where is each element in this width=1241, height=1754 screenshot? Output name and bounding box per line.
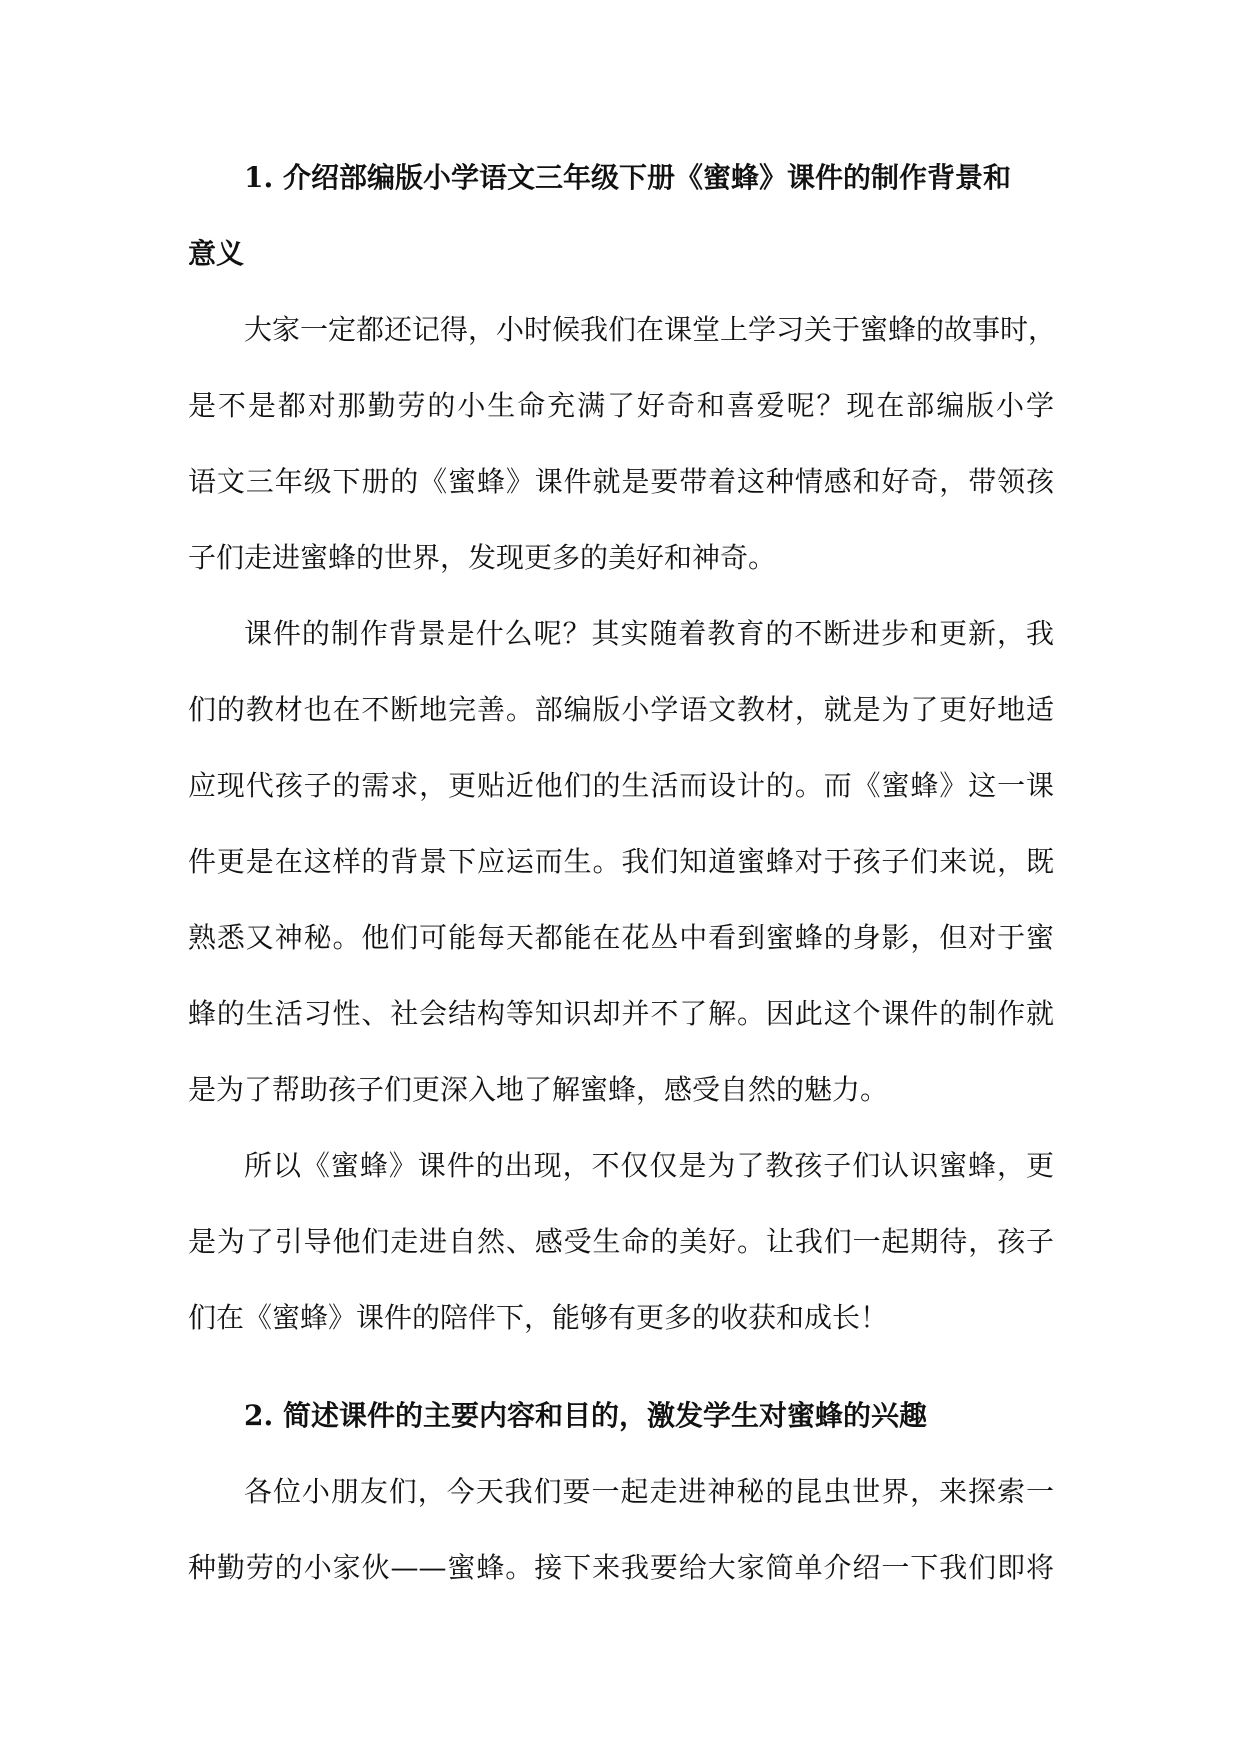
paragraph-line: 是为了帮助孩子们更深入地了解蜜蜂，感受自然的魅力。: [188, 1073, 889, 1106]
section-1-paragraph-2: [188, 596, 1054, 1128]
paragraph-line: 大家一定都还记得，小时候我们在课堂上学习关于蜜蜂的故事时，: [244, 313, 1057, 346]
paragraph-line: 们在《蜜蜂》课件的陪伴下，能够有更多的收获和成长！: [188, 1301, 889, 1334]
paragraph-line: 所以《蜜蜂》课件的出现，不仅仅是为了教孩子们认识蜜蜂，更: [244, 1149, 1054, 1182]
paragraph-line: 课件的制作背景是什么呢？其实随着教育的不断进步和更新，我: [244, 617, 1054, 650]
paragraph-line: 们的教材也在不断地完善。部编版小学语文教材，就是为了更好地适: [188, 693, 1054, 726]
paragraph-line: 语文三年级下册的《蜜蜂》课件就是要带着这种情感和好奇，带领孩: [188, 465, 1054, 498]
section-2-paragraph-1: [188, 1454, 1054, 1606]
section-1-paragraph-1: [188, 292, 1057, 596]
document-page: [188, 140, 1057, 1606]
section-spacer: [188, 1356, 1054, 1378]
paragraph-line: 蜂的生活习性、社会结构等知识却并不了解。因此这个课件的制作就: [188, 997, 1054, 1030]
paragraph-line: 应现代孩子的需求，更贴近他们的生活而设计的。而《蜜蜂》这一课: [188, 769, 1054, 802]
paragraph-line: 各位小朋友们，今天我们要一起走进神秘的昆虫世界，来探索一: [244, 1475, 1054, 1508]
paragraph-line: 种勤劳的小家伙——蜜蜂。接下来我要给大家简单介绍一下我们即将: [188, 1551, 1054, 1584]
paragraph-line: 件更是在这样的背景下应运而生。我们知道蜜蜂对于孩子们来说，既: [188, 845, 1054, 878]
section-1-heading-line-1: 1. 介绍部编版小学语文三年级下册《蜜蜂》课件的制作背景和: [244, 161, 1011, 194]
section-1-paragraph-3: [188, 1128, 1054, 1356]
section-1-heading-line-2: 意义: [188, 237, 245, 270]
paragraph-line: 子们走进蜜蜂的世界，发现更多的美好和神奇。: [188, 541, 777, 574]
paragraph-line: 是不是都对那勤劳的小生命充满了好奇和喜爱呢？现在部编版小学: [188, 389, 1054, 422]
paragraph-line: 熟悉又神秘。他们可能每天都能在花丛中看到蜜蜂的身影，但对于蜜: [188, 921, 1054, 954]
paragraph-line: 是为了引导他们走进自然、感受生命的美好。让我们一起期待，孩子: [188, 1225, 1054, 1258]
section-2-heading: 2. 简述课件的主要内容和目的，激发学生对蜜蜂的兴趣: [244, 1399, 927, 1432]
